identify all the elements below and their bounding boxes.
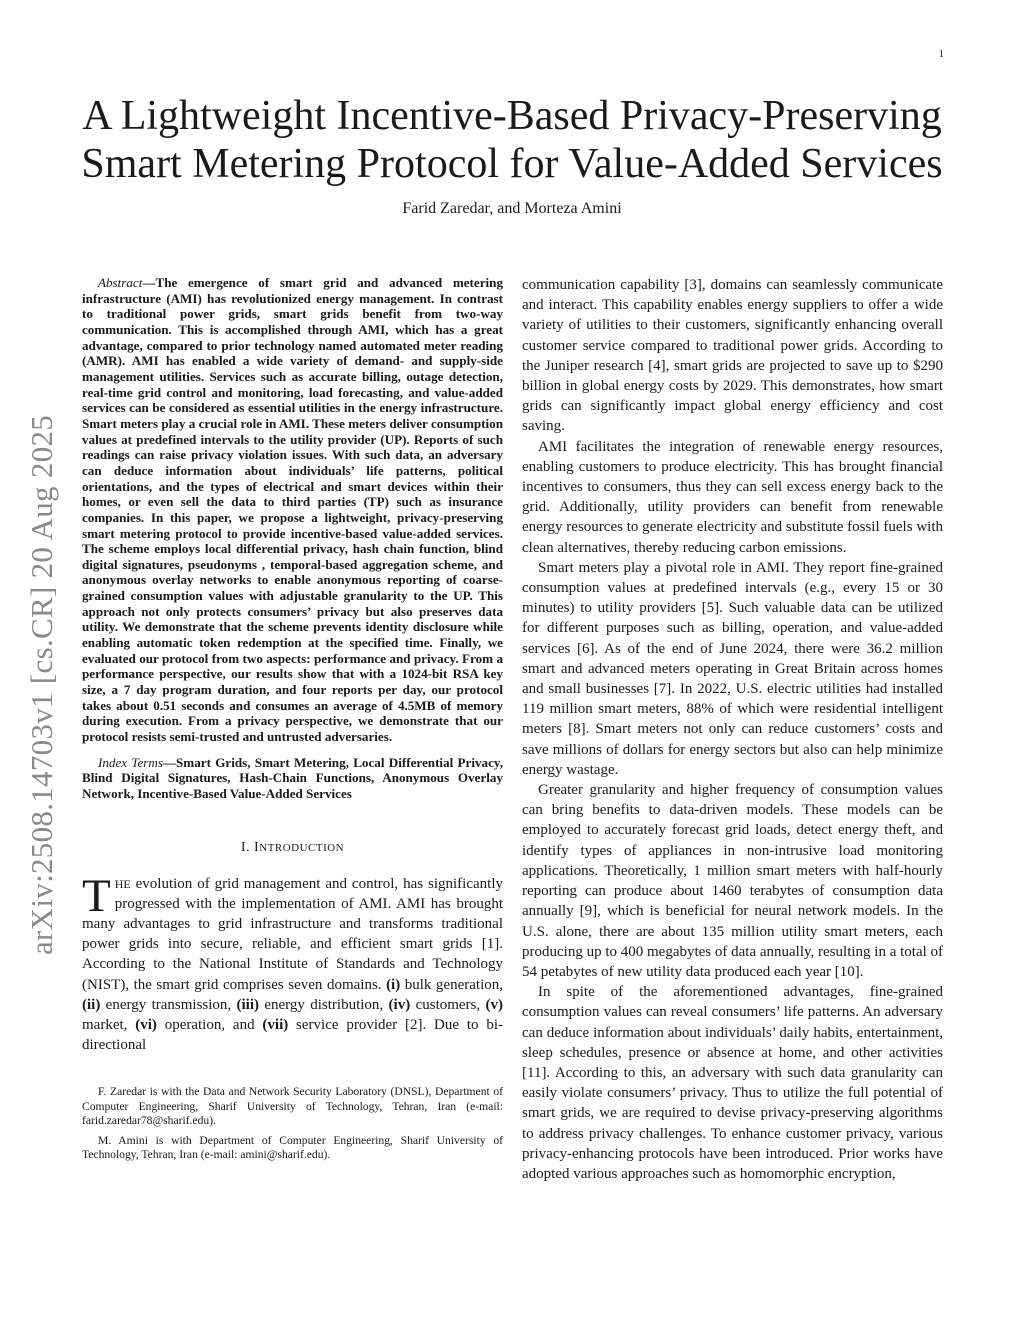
domain-num: (iv) [388,996,411,1013]
domain-text: service provider [2]. Due to bi-directional [82,1017,503,1054]
body-paragraph: In spite of the aforementioned advantages, fine-grained consumption values can reveal consumers’ life patterns. An adversary can deduce information about individuals’ daily habits, entertainment, sleep schedules, presence or absence at home, and other activities [11]. According to this, an adversary with such data granularity can easily violate consumers’ privacy. Thus to utilize the full potential of smart grids, we are required to devise privacy-preserving algorithms to address privacy challenges. To enhance customer privacy, various privacy-enhancing protocols have been introduced. Prior works have adopted various approaches such as homomorphic encryption, [522,984,943,1182]
domain-num: (ii) [82,996,101,1013]
body-paragraph: AMI facilitates the integration of renewable energy resources, enabling customers to produce electricity. This has brought financial incentives to consumers, thus they can sell excess energy back to the grid. Additionally, utility providers can benefit from renewable energy resources to generate electricity and substitute fossil fuels with clean alternatives, thereby reducing carbon emissions. [522,438,943,556]
title-line-1: A Lightweight Incentive-Based Privacy-Preserving [82,93,942,139]
title-line-2: Smart Metering Protocol for Value-Added Services [81,141,943,187]
abstract-label: Abstract [98,275,143,290]
arxiv-identifier: arXiv:2508.14703v1 [cs.CR] 20 Aug 2025 [24,414,59,955]
domain-num: (v) [485,996,503,1013]
body-paragraph: Smart meters play a pivotal role in AMI. They report fine-grained consumption values at predefined intervals (e.g., every 15 or 30 minutes) to utility providers [5]. Such valuable data can be utilized for different purposes such as billing, operation, and value-added services [6]. As of the end of June 2024, there were 36.2 million smart and advanced meters operating in Great Britain across homes and small businesses [7]. In 2022, U.S. electric utilities had installed 119 million smart meters, 88% of which were residential intelligent meters [8]. Smart meters not only can reduce customers’ costs and save millions of dollars for energy sectors but also can help minimize energy wastage. [522,559,943,778]
author-footnotes [82,1085,503,1163]
page-number: 1 [938,48,944,60]
paper-title [60,92,964,188]
index-terms-label: Index Terms [98,754,163,770]
domain-text: operation, and [156,1017,263,1034]
domain-num: (iii) [236,996,260,1013]
footnote: F. Zaredar is with the Data and Network Security Laboratory (DNSL), Department of Computer Engineering, Sharif University of Technology, Tehran, Iran (e-mail: farid.zaredar78@sharif.edu). [82,1085,503,1128]
footnote: M. Amini is with Department of Computer Engineering, Sharif University of Technology, Tehran, Iran (e-mail: amini@sharif.edu). [82,1133,503,1162]
body-paragraph: Greater granularity and higher frequency of consumption values can bring benefits to data-driven models. These models can be employed to accurately forecast grid loads, detect energy theft, and identify types of appliances in non-intrusive load monitoring applications. Theoretically, 1 million smart meters with half-hourly reporting can produce about 1460 terabytes of consumption data annually [9], which is beneficial for neural network models. In the U.S. alone, there are about 135 million utility smart meters, each producing up to 400 megabytes of data annually, resulting in a total of 54 petabytes of new utility data produced each year [10]. [522,782,944,980]
domain-num: (i) [386,976,401,993]
domain-text: energy distribution, [259,996,389,1013]
right-column [522,275,943,1184]
dropcap-letter: T [82,869,111,922]
intro-paragraph [82,869,503,1056]
section-heading-introduction [82,840,503,856]
left-column [82,275,503,1168]
index-terms-text: —Smart Grids, Smart Metering, Local Differential Privacy, Blind Digital Signatures, Hash-Chain Functions, Anonymous Overlay Network, Incentive-Based Value-Added Services [82,754,504,801]
abstract [82,275,503,745]
index-terms [82,755,503,802]
domain-num: (vii) [262,1017,289,1034]
domain-text: bulk generation, [400,976,503,993]
body-paragraph: communication capability [3], domains can seamlessly communicate and interact. This capability enables energy suppliers to offer a wide variety of utilities to their customers, significantly enhancing overall customer service compared to traditional power grids. According to the Juniper research [4], smart grids are projected to save up to $290 billion in global energy costs by 2029. This demonstrates, how smart grids can significantly impact global energy efficiency and cost saving. [522,277,943,435]
intro-first-word: HE [114,876,131,891]
author-list: Farid Zaredar, and Morteza Amini [402,200,622,217]
domain-text: customers, [410,996,486,1013]
domain-text: energy transmission, [100,996,237,1013]
section-title: NTRODUCTION [259,841,345,854]
section-numeral: I. I [240,839,260,855]
intro-text: evolution of grid management and control, has significantly progressed with the implementation of AMI. AMI has brought many advantages to grid infrastructure and transforms traditional power grids into secure, reliable, and efficient smart grids [1]. According to the National Institute of Standards and Technology (NIST), the smart grid comprises seven domains. [82,875,503,993]
abstract-text: —The emergence of smart grid and advanced metering infrastructure (AMI) has revolutionized energy management. In contrast to traditional power grids, smart grids benefit from two-way communication. This is accomplished through AMI, which has a great advantage, compared to prior technology named automated meter reading (AMR). AMI has enabled a wide variety of demand- and supply-side management utilities. Services such as accurate billing, outage detection, real-time grid control and monitoring, load forecasting, and value-added services can be considered as essential utilities in the energy infrastructure. Smart meters play a crucial role in AMI. These meters deliver consumption values at predefined intervals to the utility provider (UP). Reports of such readings can raise privacy violation issues. With such data, an adversary can deduce information about individuals’ life patterns, political orientations, and the types of electrical and smart devices within their homes, or even sell the data to third parties (TP) such as insurance companies. In this paper, we propose a lightweight, privacy-preserving smart metering protocol to provide incentive-based value-added services. The scheme employs local differential privacy, hash chain function, blind digital signatures, pseudonyms , temporal-based aggregation scheme, and anonymous overlay networks to enable anonymous reporting of coarse-grained consumption values with adjustable granularity to the UP. This approach not only protects consumers’ privacy but also preserves data utility. We demonstrate that the scheme prevents identity disclosure while enabling automatic token redemption at the specified time. Finally, we evaluated our protocol from two aspects: performance and privacy. From a performance perspective, our results show that with a 1024-bit RSA key size, a 7 day program duration, and four reports per day, our protocol takes about 0.51 seconds and consumes an average of 4.5MB of memory during execution. From a privacy perspective, we demonstrate that our protocol resists semi-trusted and untrusted adversaries. [82,275,503,745]
domain-num: (vi) [135,1017,157,1034]
domain-text: market, [82,1017,136,1034]
